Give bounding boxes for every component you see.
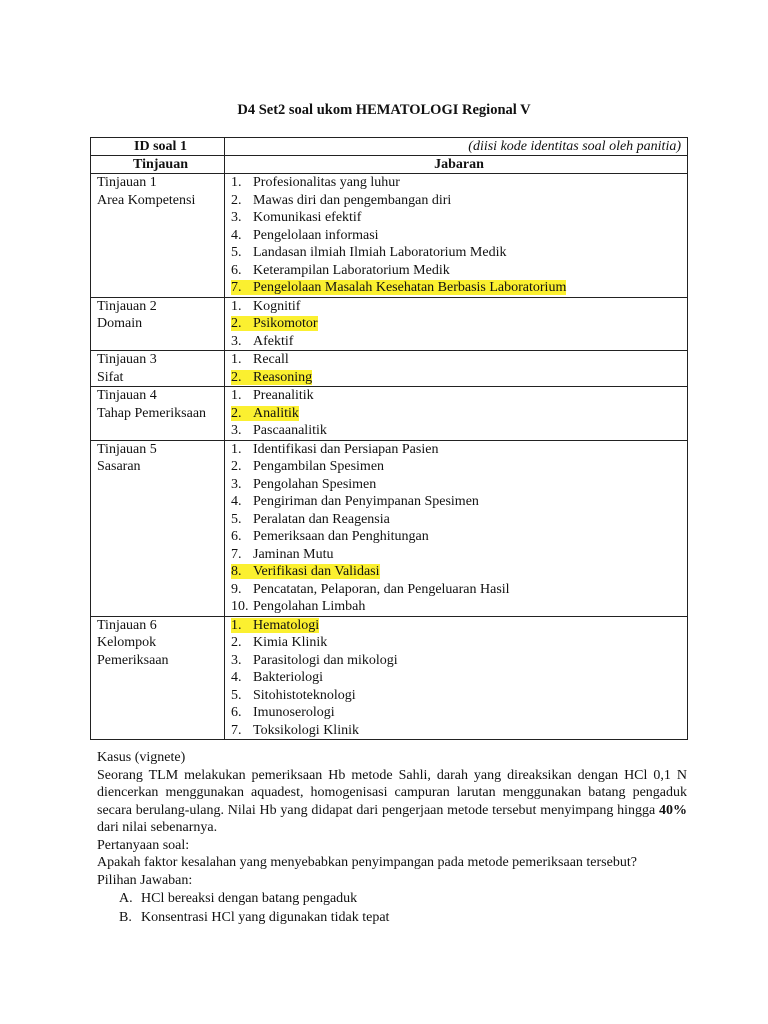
- item-text: Keterampilan Laboratorium Medik: [253, 262, 450, 278]
- tinjauan-title: Tinjauan 3: [97, 352, 157, 367]
- highlighted-answer: [231, 564, 380, 579]
- tinjauan-row: [91, 174, 688, 298]
- item-text: Recall: [253, 352, 289, 367]
- jabaran-item: [231, 652, 687, 670]
- item-number: 3.: [231, 476, 242, 492]
- item-number: 5.: [231, 245, 242, 260]
- item-number: 6.: [231, 529, 242, 544]
- jabaran-list: [231, 351, 687, 386]
- item-text-wrap: [231, 263, 450, 278]
- item-text-wrap: [231, 245, 506, 260]
- item-text: Parasitologi dan mikologi: [253, 652, 398, 668]
- item-text-wrap: [231, 388, 314, 403]
- jabaran-item: [231, 262, 687, 280]
- item-text-wrap: [231, 599, 365, 614]
- item-number: 3.: [231, 210, 242, 225]
- tinjauan-row: [91, 351, 688, 387]
- item-text-wrap: [231, 228, 379, 243]
- case-label: Kasus (vignete): [97, 750, 186, 765]
- question-text: Apakah faktor kesalahan yang menyebabkan penyimpangan pada metode pemeriksaan tersebut?: [97, 855, 637, 870]
- jabaran-item: [231, 227, 687, 245]
- item-text: Reasoning: [253, 369, 313, 385]
- answer-letter: B.: [119, 910, 132, 925]
- tinjauan-row: [91, 387, 688, 441]
- item-text-wrap: [231, 423, 327, 438]
- jabaran-item: [231, 458, 687, 476]
- item-number: 3.: [231, 333, 242, 349]
- item-text: Kognitif: [253, 298, 301, 314]
- item-number: 2.: [231, 316, 242, 331]
- jabaran-item: [231, 511, 687, 529]
- item-text: Afektif: [253, 333, 294, 349]
- tinjauan-subtitle: Sasaran: [97, 459, 141, 474]
- item-number: 4.: [231, 227, 242, 243]
- tinjauan-title: Tinjauan 5: [97, 441, 157, 457]
- item-number: 10.: [231, 599, 249, 614]
- item-text-wrap: [231, 547, 334, 562]
- jabaran-list: [231, 617, 687, 740]
- item-text: Komunikasi efektif: [253, 210, 362, 225]
- item-text-wrap: [231, 582, 510, 597]
- jabaran-item: [231, 704, 687, 722]
- item-text-wrap: [231, 352, 289, 367]
- tinjauan-subtitle: Domain: [97, 316, 143, 331]
- item-number: 7.: [231, 722, 242, 738]
- jabaran-item: [231, 669, 687, 687]
- document-title: D4 Set2 soal ukom HEMATOLOGI Regional V: [237, 102, 531, 118]
- answer-text: HCl bereaksi dengan batang pengaduk: [141, 891, 358, 906]
- item-text: Toksikologi Klinik: [253, 722, 359, 738]
- answer-option-a: [97, 889, 687, 908]
- jabaran-item: [231, 192, 687, 210]
- id-label: ID soal 1: [91, 138, 225, 156]
- item-number: 7.: [231, 280, 242, 295]
- id-note: (diisi kode identitas soal oleh panitia): [225, 138, 688, 156]
- tinjauan-label-cell: [91, 351, 225, 387]
- item-text-wrap: [231, 635, 327, 650]
- jabaran-cell: [225, 440, 688, 616]
- item-text: Identifikasi dan Persiapan Pasien: [253, 441, 439, 457]
- jabaran-item: [231, 598, 687, 616]
- item-number: 8.: [231, 564, 242, 579]
- tinjauan-title: Tinjauan 6: [97, 617, 157, 633]
- jabaran-item: [231, 493, 687, 511]
- tinjauan-subtitle: Sifat: [97, 369, 124, 385]
- item-number: 7.: [231, 546, 242, 562]
- item-number: 1.: [231, 352, 242, 367]
- answer-letter: A.: [119, 891, 133, 906]
- item-number: 1.: [231, 617, 242, 633]
- item-text-wrap: [231, 477, 376, 492]
- jabaran-item: [231, 563, 687, 581]
- item-number: 6.: [231, 262, 242, 278]
- jabaran-item: [231, 634, 687, 652]
- jabaran-item: [231, 351, 687, 369]
- item-number: 2.: [231, 369, 242, 385]
- item-text: Hematologi: [253, 617, 320, 633]
- item-number: 1.: [231, 388, 242, 403]
- jabaran-item: [231, 722, 687, 740]
- case-text: [97, 767, 687, 837]
- tinjauan-row: [91, 440, 688, 616]
- item-text-wrap: [231, 334, 293, 349]
- tinjauan-title: Tinjauan 1: [97, 175, 157, 190]
- item-number: 1.: [231, 298, 242, 314]
- jabaran-list: [231, 174, 687, 297]
- jabaran-item: [231, 298, 687, 316]
- question-section: [97, 749, 687, 927]
- jabaran-item: [231, 476, 687, 494]
- item-text-wrap: [231, 670, 323, 685]
- item-text: Landasan ilmiah Ilmiah Laboratorium Medik: [253, 245, 507, 260]
- tinjauan-subtitle: Pemeriksaan: [97, 652, 169, 668]
- highlighted-answer: [231, 406, 299, 421]
- item-text-wrap: [231, 175, 400, 190]
- item-number: 2.: [231, 459, 242, 474]
- jabaran-item: [231, 209, 687, 227]
- highlighted-answer: [231, 316, 318, 331]
- item-text: Psikomotor: [253, 316, 318, 331]
- item-text: Preanalitik: [253, 388, 314, 403]
- item-text: Verifikasi dan Validasi: [253, 564, 380, 579]
- highlighted-answer: [231, 280, 566, 295]
- item-text-wrap: [231, 653, 398, 668]
- jabaran-item: [231, 617, 687, 635]
- column-header-tinjauan: Tinjauan: [91, 156, 225, 174]
- tinjauan-row: [91, 297, 688, 351]
- tinjauan-label-cell: [91, 387, 225, 441]
- jabaran-item: [231, 369, 687, 387]
- item-text: Pengelolaan Masalah Kesehatan Berbasis Laboratorium: [253, 280, 567, 295]
- item-number: 6.: [231, 705, 242, 720]
- item-text-wrap: [231, 299, 300, 314]
- case-text-part-2: dari nilai sebenarnya.: [97, 820, 218, 835]
- item-text: Imunoserologi: [253, 705, 335, 720]
- item-text: Jaminan Mutu: [253, 546, 334, 562]
- answer-option-b: [97, 908, 687, 927]
- jabaran-item: [231, 441, 687, 459]
- jabaran-item: [231, 333, 687, 351]
- tinjauan-label-cell: [91, 440, 225, 616]
- item-text-wrap: [231, 210, 361, 225]
- jabaran-item: [231, 387, 687, 405]
- item-text-wrap: [231, 529, 429, 544]
- jabaran-item: [231, 422, 687, 440]
- item-text: Pascaanalitik: [253, 423, 327, 438]
- item-number: 9.: [231, 581, 242, 597]
- column-header-row: [91, 156, 688, 174]
- jabaran-item: [231, 174, 687, 192]
- jabaran-cell: [225, 174, 688, 298]
- item-number: 2.: [231, 192, 242, 208]
- jabaran-item: [231, 244, 687, 262]
- answer-text: Konsentrasi HCl yang digunakan tidak tepat: [141, 910, 390, 925]
- item-text: Pengolahan Limbah: [253, 599, 366, 614]
- highlighted-answer: [231, 618, 319, 633]
- tinjauan-title: Tinjauan 4: [97, 388, 157, 403]
- jabaran-item: [231, 546, 687, 564]
- tinjauan-label-cell: [91, 297, 225, 351]
- case-text-bold: 40%: [659, 802, 687, 818]
- item-number: 5.: [231, 511, 242, 527]
- item-text-wrap: [231, 193, 451, 208]
- item-text: Pengelolaan informasi: [253, 227, 379, 243]
- item-number: 4.: [231, 670, 242, 685]
- item-number: 3.: [231, 652, 242, 668]
- item-text-wrap: [231, 723, 359, 738]
- item-text-wrap: [231, 459, 384, 474]
- jabaran-list: [231, 298, 687, 351]
- jabaran-item: [231, 279, 687, 297]
- column-header-jabaran: Jabaran: [225, 156, 688, 174]
- item-text-wrap: [231, 705, 335, 720]
- item-text-wrap: [231, 442, 438, 457]
- tinjauan-subtitle: Area Kompetensi: [97, 192, 196, 208]
- item-text-wrap: [231, 512, 390, 527]
- jabaran-list: [231, 441, 687, 616]
- tinjauan-subtitle: Kelompok: [97, 635, 157, 650]
- soal-table: [90, 137, 688, 740]
- tinjauan-label-cell: [91, 616, 225, 740]
- item-text: Bakteriologi: [253, 670, 323, 685]
- item-text: Pemeriksaan dan Penghitungan: [253, 529, 429, 544]
- tinjauan-row: [91, 616, 688, 740]
- item-number: 1.: [231, 441, 242, 457]
- item-number: 3.: [231, 423, 242, 438]
- jabaran-cell: [225, 616, 688, 740]
- tinjauan-subtitle: Tahap Pemeriksaan: [97, 405, 207, 421]
- item-text: Analitik: [253, 405, 299, 421]
- id-row: [91, 138, 688, 156]
- jabaran-item: [231, 315, 687, 333]
- item-text: Pengolahan Spesimen: [253, 476, 377, 492]
- question-label: Pertanyaan soal:: [97, 837, 190, 853]
- jabaran-cell: [225, 387, 688, 441]
- item-text: Sitohistoteknologi: [253, 687, 356, 703]
- jabaran-list: [231, 387, 687, 440]
- item-text: Pengambilan Spesimen: [253, 459, 385, 474]
- item-text: Peralatan dan Reagensia: [253, 511, 390, 527]
- jabaran-item: [231, 581, 687, 599]
- case-text-part-1: Seorang TLM melakukan pemeriksaan Hb metode Sahli, darah yang direaksikan dengan HCl 0,1 N diencerkan menggunakan aquadest, homogenisasi campuran larutan menggunakan batang pengaduk secara berulang-ulang. Nilai Hb yang didapat dari pengerjaan metode tersebut menyimpang hingga: [97, 767, 687, 818]
- item-number: 4.: [231, 494, 242, 509]
- tinjauan-title: Tinjauan 2: [97, 298, 157, 314]
- item-text-wrap: [231, 688, 356, 703]
- item-text: Kimia Klinik: [253, 635, 328, 650]
- jabaran-item: [231, 528, 687, 546]
- jabaran-cell: [225, 297, 688, 351]
- answer-options: [97, 889, 687, 927]
- item-text-wrap: [231, 494, 479, 509]
- item-number: 2.: [231, 405, 242, 421]
- item-text: Mawas diri dan pengembangan diri: [253, 192, 452, 208]
- tinjauan-label-cell: [91, 174, 225, 298]
- item-text: Pencatatan, Pelaporan, dan Pengeluaran Hasil: [253, 581, 510, 597]
- jabaran-cell: [225, 351, 688, 387]
- item-number: 2.: [231, 635, 242, 650]
- item-number: 5.: [231, 687, 242, 703]
- jabaran-item: [231, 405, 687, 423]
- highlighted-answer: [231, 370, 312, 385]
- item-text: Profesionalitas yang luhur: [253, 175, 400, 190]
- jabaran-item: [231, 687, 687, 705]
- item-number: 1.: [231, 175, 242, 190]
- item-text: Pengiriman dan Penyimpanan Spesimen: [253, 494, 479, 509]
- answers-label: Pilihan Jawaban:: [97, 872, 193, 888]
